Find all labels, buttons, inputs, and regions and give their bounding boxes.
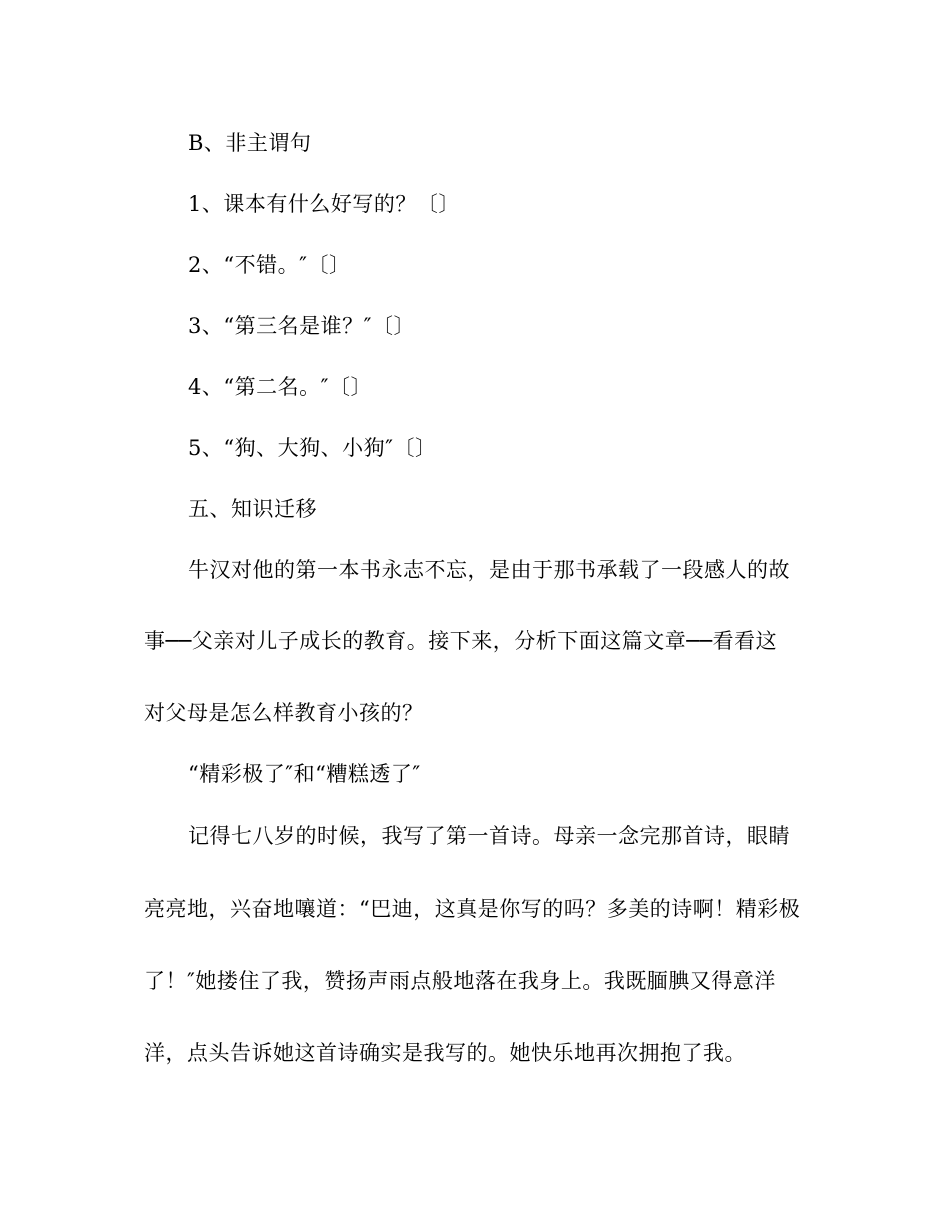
intro-paragraph-line: 牛汉对他的第一本书永志不忘，是由于那书承载了一段感人的故 bbox=[188, 558, 790, 582]
article-paragraph-line: 记得七八岁的时候，我写了第一首诗。母亲一念完那首诗，眼睛 bbox=[188, 824, 790, 848]
article-title: “精彩极了″和“糟糕透了″ bbox=[188, 762, 421, 786]
article-paragraph-line: 了！″她搂住了我，赞扬声雨点般地落在我身上。我既腼腆又得意洋 bbox=[144, 969, 776, 993]
section-five-heading: 五、知识迁移 bbox=[188, 497, 317, 521]
article-paragraph-line: 洋，点头告诉她这首诗确实是我写的。她快乐地再次拥抱了我。 bbox=[144, 1041, 746, 1065]
intro-paragraph-line: 对父母是怎么样教育小孩的？ bbox=[144, 701, 424, 725]
question-item: 4、“第二名。″〔〕 bbox=[188, 375, 372, 399]
article-paragraph-line: 亮亮地，兴奋地嚷道：“巴迪，这真是你写的吗？多美的诗啊！精彩极 bbox=[144, 897, 801, 921]
question-item: 2、“不错。″〔〕 bbox=[188, 253, 351, 277]
section-b-heading: B、非主谓句 bbox=[188, 131, 312, 155]
question-item: 3、“第三名是谁？″〔〕 bbox=[188, 314, 415, 338]
question-item: 1、课本有什么好写的？〔〕 bbox=[188, 192, 460, 216]
question-item: 5、“狗、大狗、小狗″〔〕 bbox=[188, 436, 437, 460]
intro-paragraph-line: 事──父亲对儿子成长的教育。接下来，分析下面这篇文章──看看这 bbox=[144, 629, 778, 653]
